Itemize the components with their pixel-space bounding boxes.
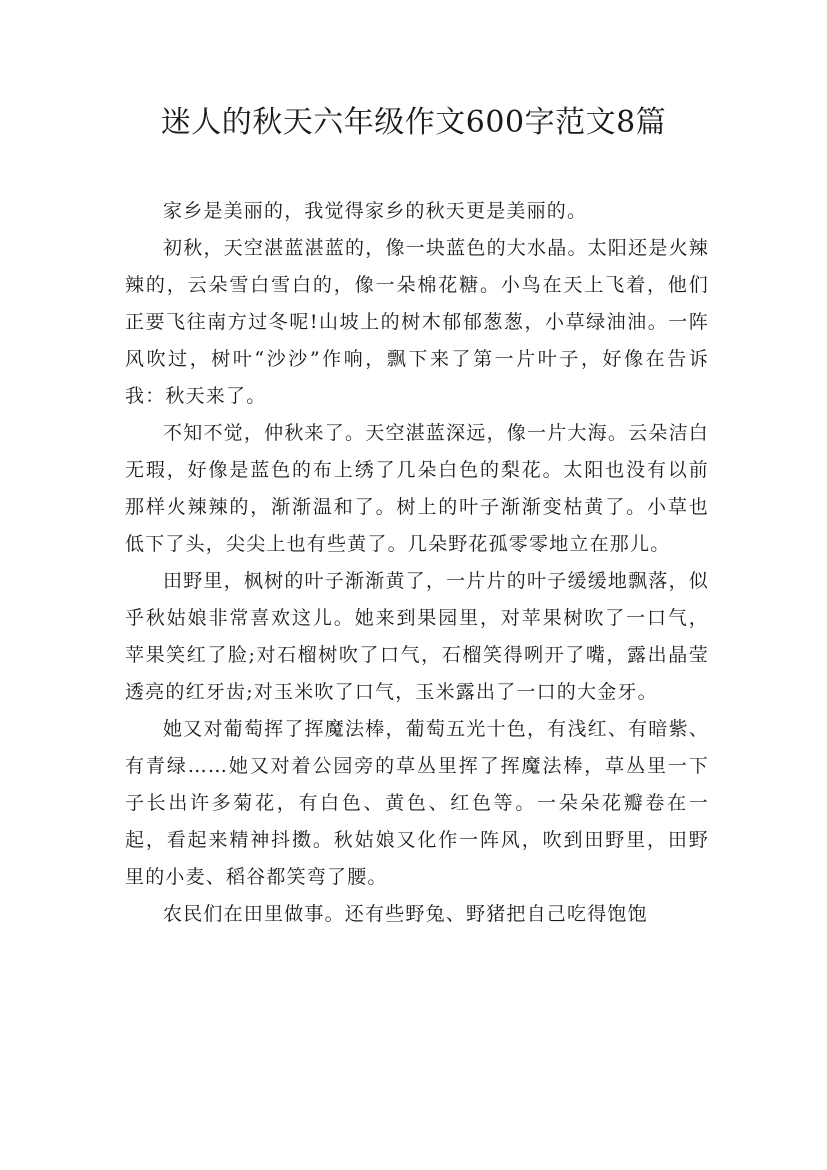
paragraph-4: 田野里，枫树的叶子渐渐黄了，一片片的叶子缓缓地飘落，似乎秋姑娘非常喜欢这儿。她来到果园里，对苹果树吹了一口气，苹果笑红了脸;对石榴树吹了口气，石榴笑得咧开了嘴，露出晶莹透亮的红牙齿;对玉米吹了口气，玉米露出了一口的大金牙。 [125,570,709,703]
page-title: 迷人的秋天六年级作文600字范文8篇 [160,105,667,140]
paragraph-2: 初秋，天空湛蓝湛蓝的，像一块蓝色的大水晶。太阳还是火辣辣的，云朵雪白雪白的，像一朵棉花糖。小鸟在天上飞着，他们正要飞往南方过冬呢!山坡上的树木郁郁葱葱，小草绿油油。一阵风吹过，树叶“沙沙”作响，飘下来了第一片叶子，好像在告诉我：秋天来了。 [125,237,709,407]
paragraph-3: 不知不觉，仲秋来了。天空湛蓝深远，像一片大海。云朵洁白无瑕，好像是蓝色的布上绣了几朵白色的梨花。太阳也没有以前那样火辣辣的，渐渐温和了。树上的叶子渐渐变枯黄了。小草也低下了头，尖尖上也有些黄了。几朵野花孤零零地立在那儿。 [125,422,709,555]
paragraph-1: 家乡是美丽的，我觉得家乡的秋天更是美丽的。 [163,200,588,222]
article-body [125,193,709,933]
paragraph-5: 她又对葡萄挥了挥魔法棒，葡萄五光十色，有浅红、有暗紫、有青绿……她又对着公园旁的草丛里挥了挥魔法棒，草丛里一下子长出许多菊花，有白色、黄色、红色等。一朵朵花瓣卷在一起，看起来精神抖擞。秋姑娘又化作一阵风，吹到田野里，田野里的小麦、稻谷都笑弯了腰。 [125,718,709,888]
paragraph-6: 农民们在田里做事。还有些野兔、野猪把自己吃得饱饱 [163,903,648,925]
